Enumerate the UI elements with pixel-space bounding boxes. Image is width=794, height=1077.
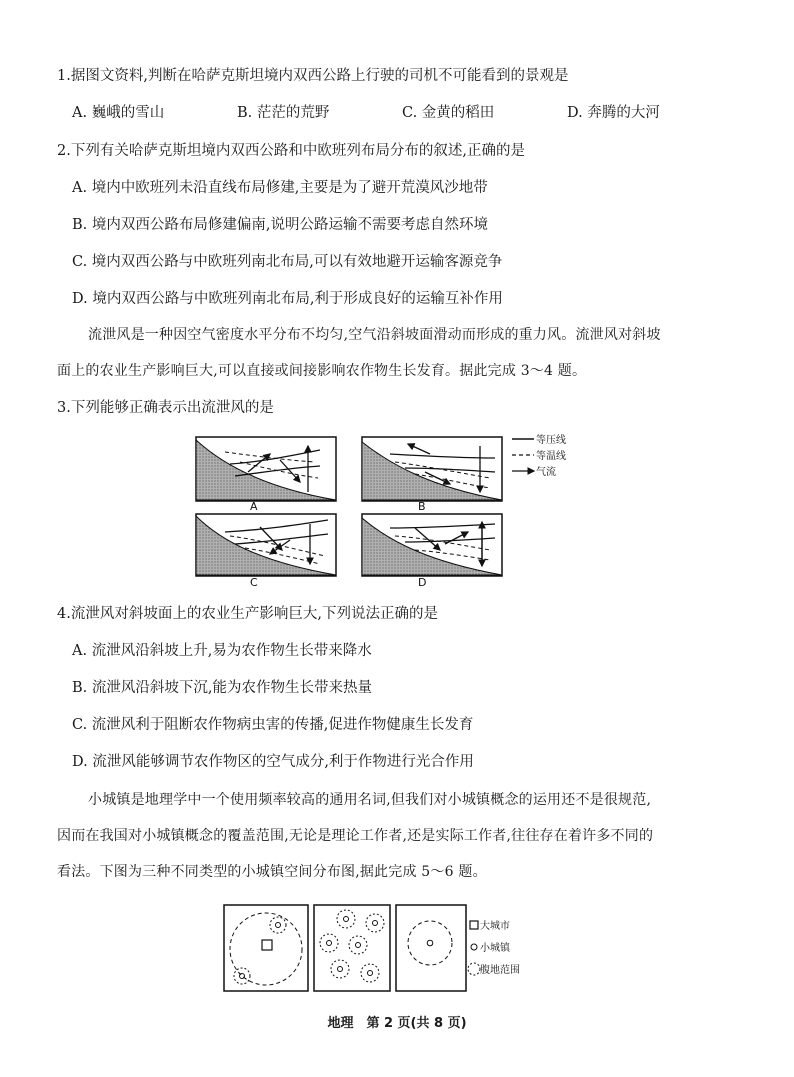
legend-airflow: 气流 [536, 467, 556, 478]
q1-option-d: D. 奔腾的大河 [567, 105, 660, 121]
panel-b [362, 437, 502, 513]
legend-big-city: 大城市 [480, 921, 510, 932]
q3-figure [190, 432, 570, 590]
legend-isotherm: 等温线 [536, 451, 566, 462]
type-2-diagram [314, 905, 390, 991]
panel-d [362, 514, 502, 589]
q1-options [72, 103, 732, 123]
q1-option-b: B. 茫茫的荒野 [237, 105, 330, 121]
panel-a [196, 437, 336, 513]
q2-stem: 2.下列有关哈萨克斯坦境内双西公路和中欧班列布局分布的叙述,正确的是 [57, 143, 525, 159]
big-city-icon [262, 940, 272, 950]
q2-option-a: A. 境内中欧班列未沿直线布局修建,主要是为了避开荒漠风沙地带 [72, 180, 488, 196]
q3-legend [512, 433, 566, 478]
panel-a-label: A [250, 500, 258, 513]
q1-option-c: C. 金黄的稻田 [402, 105, 495, 121]
town-distribution-figure [222, 903, 570, 997]
legend-small-town: 小城镇 [480, 943, 510, 954]
q4-option-d: D. 流泄风能够调节农作物区的空气成分,利于作物进行光合作用 [72, 754, 474, 770]
q1-stem: 1.据图文资料,判断在哈萨克斯坦境内双西公路上行驶的司机不可能看到的景观是 [57, 68, 569, 84]
type-3-diagram [396, 905, 466, 991]
passage2-line-2: 因而在我国对小城镇概念的覆盖范围,无论是理论工作者,还是实际工作者,往往存在着许多不同的 [57, 828, 654, 844]
legend-hinterland: 腹地范围 [480, 965, 520, 976]
q2-option-c: C. 境内双西公路与中欧班列南北布局,可以有效地避开运输客源竞争 [72, 254, 503, 270]
q4-option-b: B. 流泄风沿斜坡下沉,能为农作物生长带来热量 [72, 680, 372, 696]
q2-option-d: D. 境内双西公路与中欧班列南北布局,利于形成良好的运输互补作用 [72, 291, 503, 307]
q4-stem: 4.流泄风对斜坡面上的农业生产影响巨大,下列说法正确的是 [57, 606, 438, 622]
panel-c-label: C [250, 576, 258, 589]
passage1-line-2: 面上的农业生产影响巨大,可以直接或间接影响农作物生长发育。据此完成 3～4 题。 [57, 363, 587, 379]
passage1-line-1: 流泄风是一种因空气密度水平分布不均匀,空气沿斜坡面滑动而形成的重力风。流泄风对斜坡 [88, 327, 661, 343]
q4-option-a: A. 流泄风沿斜坡上升,易为农作物生长带来降水 [72, 643, 372, 659]
town-legend [468, 919, 520, 976]
type-1-diagram [224, 905, 308, 991]
panel-d-label: D [418, 576, 427, 589]
page-footer: 地理 第 2 页(共 8 页) [327, 1016, 467, 1031]
q2-option-b: B. 境内双西公路布局修建偏南,说明公路运输不需要考虑自然环境 [72, 217, 488, 233]
passage2-line-3: 看法。下图为三种不同类型的小城镇空间分布图,据此完成 5～6 题。 [57, 864, 487, 880]
q1-option-a: A. 巍峨的雪山 [72, 105, 165, 121]
panel-c [196, 514, 336, 589]
panel-b-label: B [418, 500, 426, 513]
legend-isobar: 等压线 [536, 435, 566, 446]
q3-stem: 3.下列能够正确表示出流泄风的是 [57, 400, 274, 416]
q4-option-c: C. 流泄风利于阻断农作物病虫害的传播,促进作物健康生长发育 [72, 717, 474, 733]
passage2-line-1: 小城镇是地理学中一个使用频率较高的通用名词,但我们对小城镇概念的运用还不是很规范, [88, 792, 652, 808]
